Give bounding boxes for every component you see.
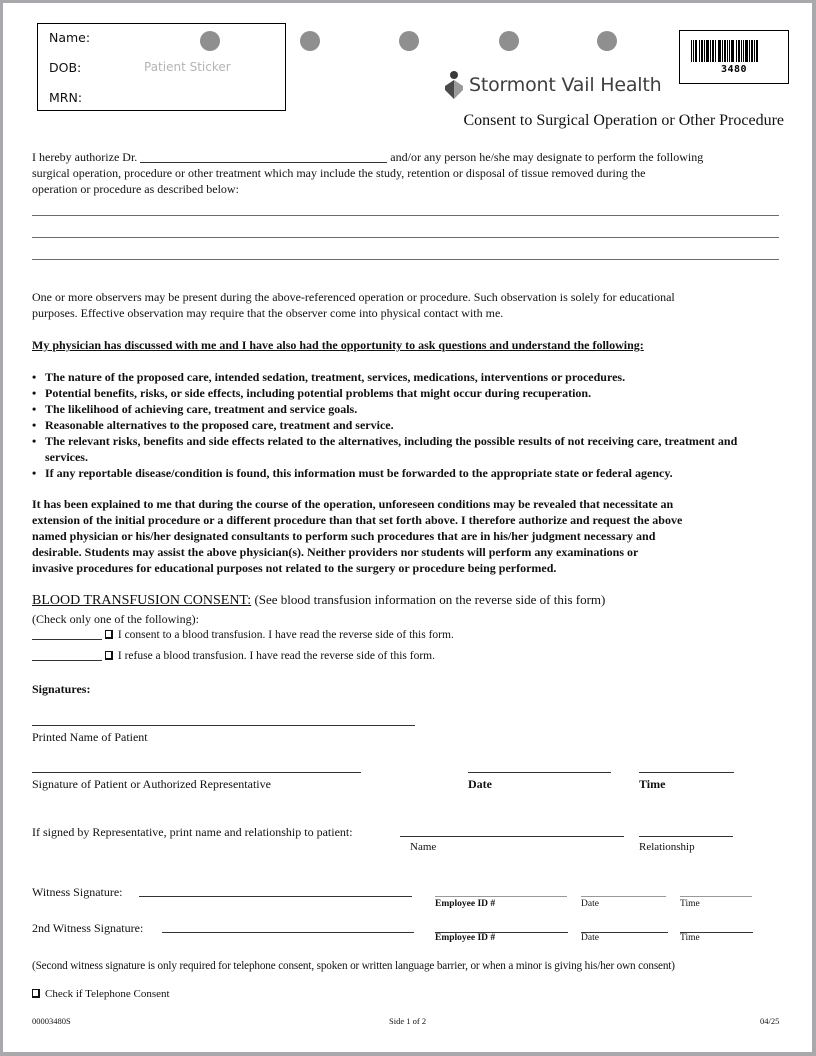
punch-hole-icon bbox=[499, 31, 519, 51]
patient-signature-label: Signature of Patient or Authorized Representative bbox=[32, 777, 271, 791]
blood-refuse-label: I refuse a blood transfusion. I have read the reverse side of this form. bbox=[117, 650, 435, 662]
authorize-line3: operation or procedure as described below: bbox=[32, 182, 239, 196]
signature-date-label: Date bbox=[468, 777, 492, 791]
stormont-vail-logo-icon bbox=[443, 70, 465, 100]
bullet-item: • Potential benefits, risks, or side effects, including potential problems that might occur during recuperation. bbox=[32, 385, 772, 401]
unforeseen-line: extension of the initial procedure or a different procedure than that set forth above. I therefore authorize and request the above bbox=[32, 513, 683, 527]
signature-time-line[interactable] bbox=[639, 772, 734, 773]
form-barcode bbox=[679, 30, 789, 84]
barcode-icon bbox=[691, 40, 777, 62]
authorization-paragraph bbox=[32, 149, 792, 197]
blood-transfusion-heading: BLOOD TRANSFUSION CONSENT: bbox=[32, 593, 252, 608]
procedure-description-line-3[interactable] bbox=[32, 259, 779, 260]
blood-consent-initials-field[interactable] bbox=[32, 639, 102, 640]
discussion-heading: My physician has discussed with me and I have also had the opportunity to ask questions and understand the following: bbox=[32, 338, 644, 352]
signature-date-line[interactable] bbox=[468, 772, 611, 773]
patient-sticker-placeholder: Patient Sticker bbox=[144, 60, 231, 74]
blood-consent-label: I consent to a blood transfusion. I have read the reverse side of this form. bbox=[117, 629, 454, 641]
blood-refuse-option[interactable] bbox=[32, 650, 435, 662]
second-witness-note: (Second witness signature is only required for telephone consent, spoken or written language barrier, or when a minor is giving his/her own consent) bbox=[32, 960, 675, 972]
witness-time-caption: Time bbox=[680, 899, 700, 909]
punch-hole-icon bbox=[200, 31, 220, 51]
blood-consent-option[interactable] bbox=[32, 629, 454, 641]
punch-hole-icon bbox=[399, 31, 419, 51]
witness-date-line[interactable] bbox=[581, 896, 666, 897]
logo-text: Stormont Vail Health bbox=[469, 74, 662, 96]
witness2-employee-id-caption: Employee ID # bbox=[435, 933, 496, 943]
doctor-name-field[interactable] bbox=[140, 162, 387, 163]
stormont-vail-logo bbox=[443, 70, 661, 100]
unforeseen-line: named physician or his/her designated consultants to perform such procedures that are in his/her judgment necessary and bbox=[32, 529, 656, 543]
observers-paragraph bbox=[32, 289, 802, 321]
signatures-heading: Signatures: bbox=[32, 682, 91, 696]
witness-signature-label: Witness Signature: bbox=[32, 885, 123, 899]
page-side: Side 1 of 2 bbox=[389, 1016, 427, 1026]
blood-transfusion-note: (See blood transfusion information on the reverse side of this form) bbox=[251, 592, 606, 607]
form-number: 00003480S bbox=[32, 1016, 71, 1026]
witness-employee-id-line[interactable] bbox=[435, 896, 567, 897]
bullet-item: • The likelihood of achieving care, treatment and service goals. bbox=[32, 401, 772, 417]
blood-refuse-initials-field[interactable] bbox=[32, 660, 102, 661]
checkbox-icon[interactable] bbox=[105, 651, 113, 660]
patient-sticker-box bbox=[37, 23, 286, 111]
observers-line1: One or more observers may be present during the above-referenced operation or procedure. Such observation is solely for educational bbox=[32, 290, 675, 304]
representative-name-caption: Name bbox=[410, 841, 437, 853]
patient-signature-line[interactable] bbox=[32, 772, 361, 773]
discussion-bullets bbox=[32, 369, 772, 481]
bullet-item: • The relevant risks, benefits and side effects related to the alternatives, including the possible results of not receiving care, treatment and services. bbox=[32, 433, 772, 465]
form-title: Consent to Surgical Operation or Other Procedure bbox=[463, 112, 784, 129]
blood-transfusion-heading-row bbox=[32, 592, 605, 609]
blood-instruction: (Check only one of the following): bbox=[32, 612, 199, 626]
consent-form-page bbox=[3, 3, 812, 1052]
signature-time-label: Time bbox=[639, 777, 666, 791]
unforeseen-line: It has been explained to me that during the course of the operation, unforeseen conditions may be revealed that necessitate an bbox=[32, 497, 674, 511]
form-revision: 04/25 bbox=[760, 1016, 780, 1026]
authorize-line2: surgical operation, procedure or other treatment which may include the study, retention or disposal of tissue removed during the bbox=[32, 166, 646, 180]
telephone-consent-label: Check if Telephone Consent bbox=[45, 988, 170, 1000]
representative-label: If signed by Representative, print name and relationship to patient: bbox=[32, 825, 353, 839]
telephone-consent-option[interactable] bbox=[32, 988, 170, 1000]
checkbox-icon[interactable] bbox=[32, 989, 40, 998]
witness2-signature-line[interactable] bbox=[162, 932, 414, 933]
procedure-description-line-1[interactable] bbox=[32, 215, 779, 216]
bullet-item: • Reasonable alternatives to the proposed care, treatment and service. bbox=[32, 417, 772, 433]
relationship-caption: Relationship bbox=[639, 841, 695, 853]
authorize-line1-rest: and/or any person he/she may designate to perform the following bbox=[390, 150, 704, 164]
representative-name-line[interactable] bbox=[400, 836, 624, 837]
relationship-line[interactable] bbox=[639, 836, 733, 837]
procedure-description-line-2[interactable] bbox=[32, 237, 779, 238]
observers-line2: purposes. Effective observation may require that the observer come into physical contact with me. bbox=[32, 306, 504, 320]
witness-signature-line[interactable] bbox=[139, 896, 412, 897]
barcode-number: 3480 bbox=[720, 64, 748, 75]
witness-date-caption: Date bbox=[581, 899, 599, 909]
witness2-signature-label: 2nd Witness Signature: bbox=[32, 921, 144, 935]
mrn-label: MRN: bbox=[49, 90, 83, 105]
authorize-prefix: I hereby authorize Dr. bbox=[32, 150, 138, 164]
dob-label: DOB: bbox=[49, 60, 82, 75]
unforeseen-line: desirable. Students may assist the above physician(s). Neither providers nor students will perform any examinations or bbox=[32, 545, 639, 559]
name-label: Name: bbox=[49, 30, 91, 45]
witness-time-line[interactable] bbox=[680, 896, 752, 897]
printed-name-line[interactable] bbox=[32, 725, 415, 726]
witness2-date-caption: Date bbox=[581, 933, 599, 943]
bullet-item: • If any reportable disease/condition is found, this information must be forwarded to the appropriate state or federal agency. bbox=[32, 465, 772, 481]
bullet-item: • The nature of the proposed care, intended sedation, treatment, services, medications, interventions or procedures. bbox=[32, 369, 772, 385]
checkbox-icon[interactable] bbox=[105, 630, 113, 639]
witness-employee-id-caption: Employee ID # bbox=[435, 899, 496, 909]
punch-hole-icon bbox=[300, 31, 320, 51]
unforeseen-line: invasive procedures for educational purposes not related to the surgery or procedure being performed. bbox=[32, 561, 557, 575]
printed-name-label: Printed Name of Patient bbox=[32, 730, 148, 744]
unforeseen-conditions-paragraph bbox=[32, 496, 802, 576]
punch-hole-icon bbox=[597, 31, 617, 51]
witness2-time-caption: Time bbox=[680, 933, 700, 943]
